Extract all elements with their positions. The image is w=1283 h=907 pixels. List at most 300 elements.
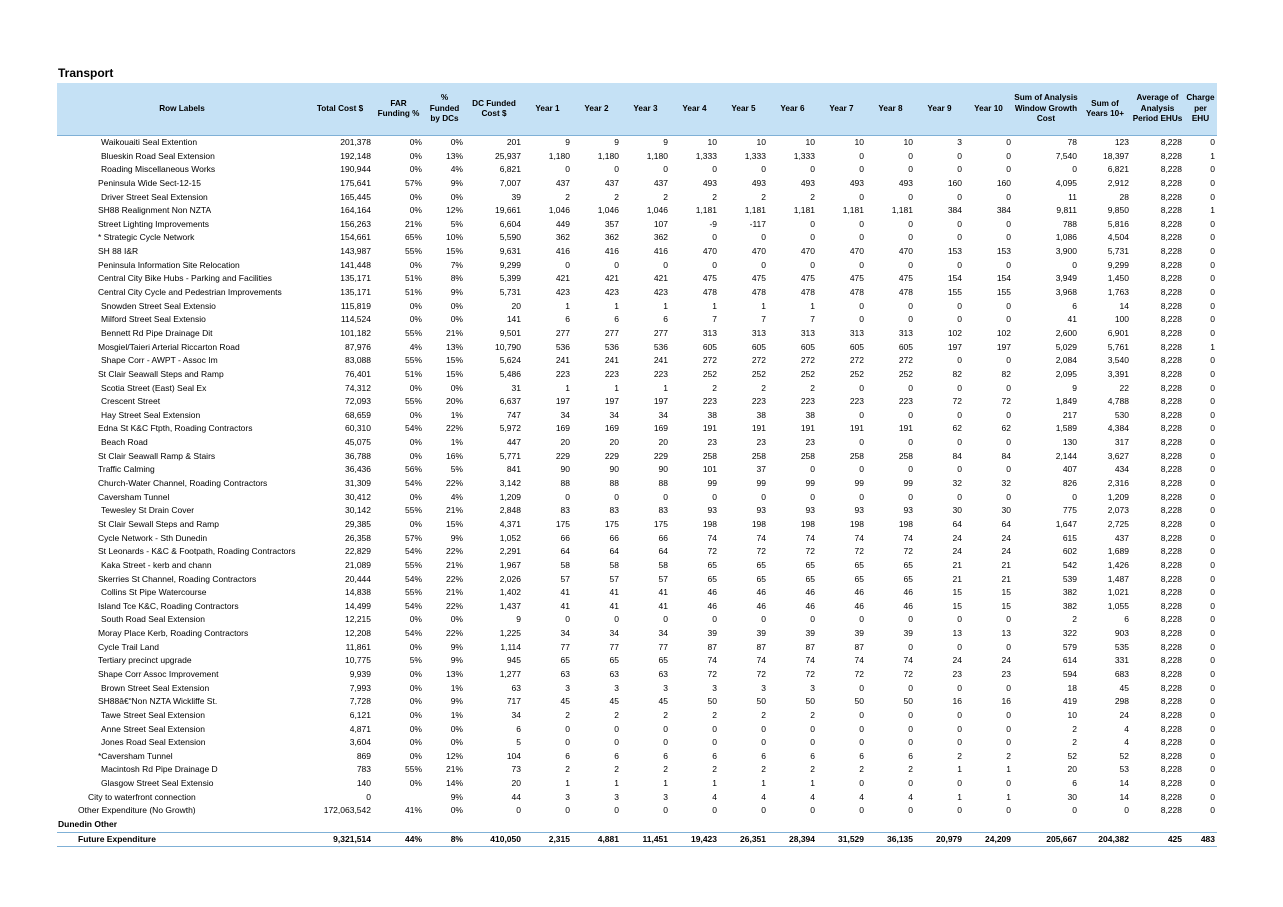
cell-value[interactable]: 15%: [445, 368, 463, 379]
cell-value[interactable]: 1,180: [548, 150, 570, 161]
cell-value[interactable]: 46: [707, 600, 717, 611]
cell-value[interactable]: 30,412: [345, 491, 371, 502]
cell-value[interactable]: 1: [761, 300, 766, 311]
cell-value[interactable]: 93: [805, 505, 815, 516]
table-row[interactable]: [57, 723, 1217, 737]
cell-value[interactable]: 2,316: [1107, 478, 1129, 489]
cell-value[interactable]: 1,849: [1055, 396, 1077, 407]
row-label[interactable]: Driver Street Seal Extension: [101, 191, 208, 202]
cell-value[interactable]: 54%: [404, 600, 422, 611]
cell-value[interactable]: 475: [800, 273, 815, 284]
cell-value[interactable]: 2: [761, 191, 766, 202]
cell-value[interactable]: 25,937: [495, 150, 521, 161]
cell-value[interactable]: 2: [712, 382, 717, 393]
cell-value[interactable]: 88: [609, 478, 619, 489]
cell-value[interactable]: 277: [555, 327, 570, 338]
cell-value[interactable]: 0%: [409, 409, 422, 420]
cell-value[interactable]: 0: [957, 778, 962, 789]
cell-value[interactable]: 44: [511, 791, 521, 802]
cell-value[interactable]: 21: [1001, 559, 1011, 570]
cell-value[interactable]: 41: [560, 587, 570, 598]
cell-value[interactable]: 9%: [450, 532, 463, 543]
cell-value[interactable]: 0: [1210, 764, 1215, 775]
row-label[interactable]: * Strategic Cycle Network: [98, 232, 195, 243]
cell-value[interactable]: 20%: [445, 396, 463, 407]
cell-value[interactable]: 68,659: [345, 409, 371, 420]
cell-value[interactable]: 241: [555, 355, 570, 366]
cell-value[interactable]: 24: [952, 546, 962, 557]
cell-value[interactable]: 0: [1006, 409, 1011, 420]
cell-value[interactable]: 0: [1006, 314, 1011, 325]
cell-value[interactable]: 8,228: [1160, 205, 1182, 216]
cell-value[interactable]: 0: [908, 682, 913, 693]
cell-value[interactable]: 252: [702, 368, 717, 379]
cell-value[interactable]: 64: [609, 546, 619, 557]
cell-value[interactable]: 9%: [450, 655, 463, 666]
table-row[interactable]: [57, 354, 1217, 368]
cell-value[interactable]: 536: [653, 341, 668, 352]
cell-value[interactable]: 493: [898, 177, 913, 188]
cell-value[interactable]: 93: [903, 505, 913, 516]
cell-value[interactable]: -117: [749, 218, 766, 229]
cell-value[interactable]: 2: [712, 764, 717, 775]
cell-value[interactable]: 21%: [445, 764, 463, 775]
column-header[interactable]: Year 10: [964, 83, 1013, 136]
cell-value[interactable]: 229: [653, 450, 668, 461]
cell-value[interactable]: 8,228: [1160, 437, 1182, 448]
cell-value[interactable]: 192,148: [340, 150, 371, 161]
cell-value[interactable]: 8,228: [1160, 327, 1182, 338]
cell-value[interactable]: 63: [609, 668, 619, 679]
cell-value[interactable]: 7: [712, 314, 717, 325]
cell-value[interactable]: 8,228: [1160, 709, 1182, 720]
row-label[interactable]: Milford Street Seal Extensio: [101, 314, 206, 325]
row-label[interactable]: Tertiary precinct upgrade: [98, 655, 192, 666]
cell-value[interactable]: 2: [712, 709, 717, 720]
cell-value[interactable]: 2: [1006, 750, 1011, 761]
cell-value[interactable]: 0: [1210, 778, 1215, 789]
cell-value[interactable]: 493: [849, 177, 864, 188]
cell-value[interactable]: 470: [849, 246, 864, 257]
cell-value[interactable]: 8,228: [1160, 423, 1182, 434]
cell-value[interactable]: 45: [1119, 682, 1129, 693]
cell-value[interactable]: 614: [1062, 655, 1077, 666]
row-label[interactable]: Shape Corr - AWPT - Assoc Im: [101, 355, 218, 366]
cell-value[interactable]: 493: [702, 177, 717, 188]
cell-value[interactable]: 197: [555, 396, 570, 407]
cell-value[interactable]: 331: [1114, 655, 1129, 666]
cell-value[interactable]: 362: [653, 232, 668, 243]
cell-value[interactable]: 0: [859, 259, 864, 270]
cell-value[interactable]: 0: [1006, 137, 1011, 147]
cell-value[interactable]: 20: [560, 437, 570, 448]
cell-value[interactable]: 8,228: [1160, 273, 1182, 284]
cell-value[interactable]: 0: [859, 682, 864, 693]
cell-value[interactable]: 135,171: [340, 273, 371, 284]
cell-value[interactable]: 50: [854, 696, 864, 707]
cell-value[interactable]: 841: [506, 464, 521, 475]
cell-value[interactable]: 0: [1210, 137, 1215, 147]
cell-value[interactable]: 8,228: [1160, 396, 1182, 407]
table-row[interactable]: [57, 218, 1217, 232]
column-header[interactable]: Year 1: [523, 83, 572, 136]
table-row[interactable]: [57, 504, 1217, 518]
cell-value[interactable]: 1,437: [499, 600, 521, 611]
cell-value[interactable]: 0: [1210, 737, 1215, 748]
table-row[interactable]: [57, 613, 1217, 627]
cell-value[interactable]: 0: [1210, 409, 1215, 420]
cell-value[interactable]: 12%: [445, 205, 463, 216]
cell-value[interactable]: 87: [756, 641, 766, 652]
cell-value[interactable]: 272: [898, 355, 913, 366]
cell-value[interactable]: 31,309: [345, 478, 371, 489]
cell-value[interactable]: 8,228: [1160, 341, 1182, 352]
cell-value[interactable]: 1,046: [548, 205, 570, 216]
cell-value[interactable]: 0: [565, 164, 570, 175]
cell-value[interactable]: 357: [604, 218, 619, 229]
cell-value[interactable]: 1,450: [1107, 273, 1129, 284]
cell-value[interactable]: 197: [947, 341, 962, 352]
cell-value[interactable]: 1: [614, 778, 619, 789]
cell-value[interactable]: 9%: [450, 791, 463, 802]
table-row[interactable]: [57, 709, 1217, 723]
cell-value[interactable]: 1,689: [1107, 546, 1129, 557]
cell-value[interactable]: 9,850: [1107, 205, 1129, 216]
cell-value[interactable]: 217: [1062, 409, 1077, 420]
cell-value[interactable]: 65: [756, 559, 766, 570]
cell-value[interactable]: 10: [1067, 709, 1077, 720]
column-header[interactable]: Total Cost $: [307, 83, 373, 136]
table-row[interactable]: [57, 627, 1217, 641]
cell-value[interactable]: 470: [702, 246, 717, 257]
cell-value[interactable]: 160: [996, 177, 1011, 188]
cell-value[interactable]: 205,667: [1013, 832, 1079, 847]
cell-value[interactable]: 223: [898, 396, 913, 407]
cell-value[interactable]: 57: [609, 573, 619, 584]
cell-value[interactable]: 55%: [404, 327, 422, 338]
cell-value[interactable]: 0: [663, 164, 668, 175]
column-header[interactable]: Year 5: [719, 83, 768, 136]
cell-value[interactable]: 0: [957, 300, 962, 311]
row-label[interactable]: Hay Street Seal Extension: [101, 409, 201, 420]
cell-value[interactable]: 2: [565, 709, 570, 720]
cell-value[interactable]: 3,968: [1055, 287, 1077, 298]
cell-value[interactable]: 241: [604, 355, 619, 366]
cell-value[interactable]: 382: [1062, 600, 1077, 611]
cell-value[interactable]: 50: [756, 696, 766, 707]
cell-value[interactable]: 13: [1001, 628, 1011, 639]
cell-value[interactable]: 1,046: [646, 205, 668, 216]
cell-value[interactable]: 4: [859, 791, 864, 802]
cell-value[interactable]: 198: [751, 518, 766, 529]
cell-value[interactable]: 1,055: [1107, 600, 1129, 611]
cell-value[interactable]: 54%: [404, 573, 422, 584]
row-label[interactable]: *Caversham Tunnel: [98, 750, 173, 761]
cell-value[interactable]: 65%: [404, 232, 422, 243]
cell-value[interactable]: 252: [751, 368, 766, 379]
cell-value[interactable]: 21: [952, 573, 962, 584]
cell-value[interactable]: 72: [952, 396, 962, 407]
cell-value[interactable]: 102: [996, 327, 1011, 338]
cell-value[interactable]: 1: [565, 382, 570, 393]
cell-value[interactable]: 0: [1210, 614, 1215, 625]
cell-value[interactable]: 8,228: [1160, 791, 1182, 802]
cell-value[interactable]: 0: [810, 259, 815, 270]
cell-value[interactable]: 4: [1124, 737, 1129, 748]
cell-value[interactable]: 9,811: [1056, 205, 1077, 216]
cell-value[interactable]: 4,871: [349, 723, 371, 734]
cell-value[interactable]: 66: [658, 532, 668, 543]
cell-value[interactable]: 258: [849, 450, 864, 461]
cell-value[interactable]: 50: [805, 696, 815, 707]
cell-value[interactable]: 3,900: [1055, 246, 1077, 257]
column-header[interactable]: Year 6: [768, 83, 817, 136]
cell-value[interactable]: 44%: [373, 832, 424, 847]
cell-value[interactable]: 7,728: [349, 696, 371, 707]
cell-value[interactable]: 3: [663, 682, 668, 693]
row-label[interactable]: Scotia Street (East) Seal Ex: [101, 382, 207, 393]
cell-value[interactable]: 8,228: [1160, 696, 1182, 707]
row-label[interactable]: Mosgiel/Taieri Arterial Riccarton Road: [98, 341, 240, 352]
cell-value[interactable]: 8,228: [1160, 723, 1182, 734]
cell-value[interactable]: 20,979: [915, 832, 964, 847]
row-label[interactable]: Anne Street Seal Extension: [101, 723, 205, 734]
cell-value[interactable]: 407: [1062, 464, 1077, 475]
cell-value[interactable]: 30: [952, 505, 962, 516]
cell-value[interactable]: 87: [707, 641, 717, 652]
cell-value[interactable]: 169: [653, 423, 668, 434]
cell-value[interactable]: 1%: [450, 709, 463, 720]
cell-value[interactable]: 22%: [445, 546, 463, 557]
cell-value[interactable]: 272: [751, 355, 766, 366]
cell-value[interactable]: 8,228: [1160, 573, 1182, 584]
cell-value[interactable]: 2: [859, 764, 864, 775]
cell-value[interactable]: 0: [908, 259, 913, 270]
cell-value[interactable]: 197: [996, 341, 1011, 352]
cell-value[interactable]: 39: [756, 628, 766, 639]
cell-value[interactable]: 46: [756, 600, 766, 611]
cell-value[interactable]: 605: [702, 341, 717, 352]
cell-value[interactable]: 99: [903, 478, 913, 489]
cell-value[interactable]: 46: [805, 587, 815, 598]
cell-value[interactable]: 28: [1119, 191, 1129, 202]
cell-value[interactable]: 410,050: [465, 832, 523, 847]
cell-value[interactable]: 0: [565, 805, 570, 816]
cell-value[interactable]: [1013, 818, 1079, 832]
row-label[interactable]: Kaka Street - kerb and chann: [101, 559, 212, 570]
cell-value[interactable]: 54%: [404, 628, 422, 639]
cell-value[interactable]: 90: [609, 464, 619, 475]
cell-value[interactable]: 0: [957, 491, 962, 502]
cell-value[interactable]: 8,228: [1160, 177, 1182, 188]
cell-value[interactable]: 12%: [445, 750, 463, 761]
cell-value[interactable]: 0%: [450, 137, 463, 147]
cell-value[interactable]: 1,402: [499, 587, 521, 598]
cell-value[interactable]: 0%: [409, 450, 422, 461]
cell-value[interactable]: 63: [560, 668, 570, 679]
cell-value[interactable]: 0: [1006, 778, 1011, 789]
cell-value[interactable]: 313: [702, 327, 717, 338]
cell-value[interactable]: 2,084: [1055, 355, 1077, 366]
cell-value[interactable]: 1,181: [891, 205, 913, 216]
cell-value[interactable]: 1%: [450, 437, 463, 448]
cell-value[interactable]: 0: [1210, 273, 1215, 284]
row-label[interactable]: South Road Seal Extension: [101, 614, 205, 625]
cell-value[interactable]: 0: [761, 723, 766, 734]
cell-value[interactable]: 77: [609, 641, 619, 652]
cell-value[interactable]: 1,114: [500, 641, 521, 652]
cell-value[interactable]: 9,939: [349, 668, 371, 679]
cell-value[interactable]: 65: [560, 655, 570, 666]
cell-value[interactable]: 0%: [409, 314, 422, 325]
cell-value[interactable]: 717: [506, 696, 521, 707]
cell-value[interactable]: 76,401: [345, 368, 371, 379]
cell-value[interactable]: 21%: [404, 218, 422, 229]
cell-value[interactable]: 11,861: [345, 641, 371, 652]
cell-value[interactable]: 277: [604, 327, 619, 338]
cell-value[interactable]: 0%: [409, 723, 422, 734]
cell-value[interactable]: 22,829: [345, 546, 371, 557]
cell-value[interactable]: 0: [1210, 655, 1215, 666]
cell-value[interactable]: 9,299: [1107, 259, 1129, 270]
cell-value[interactable]: 191: [702, 423, 717, 434]
cell-value[interactable]: 74,312: [345, 382, 371, 393]
cell-value[interactable]: 425: [1131, 832, 1184, 847]
column-header[interactable]: Year 8: [866, 83, 915, 136]
cell-value[interactable]: 9%: [450, 177, 463, 188]
cell-value[interactable]: 423: [604, 287, 619, 298]
cell-value[interactable]: 46: [805, 600, 815, 611]
cell-value[interactable]: 22%: [445, 600, 463, 611]
cell-value[interactable]: 32: [952, 478, 962, 489]
cell-value[interactable]: 54%: [404, 546, 422, 557]
cell-value[interactable]: 6,901: [1107, 327, 1129, 338]
cell-value[interactable]: 175: [555, 518, 570, 529]
cell-value[interactable]: 39: [707, 628, 717, 639]
cell-value[interactable]: 0: [908, 232, 913, 243]
table-row[interactable]: [57, 395, 1217, 409]
cell-value[interactable]: 0: [565, 259, 570, 270]
cell-value[interactable]: 0: [614, 737, 619, 748]
cell-value[interactable]: 1,487: [1107, 573, 1129, 584]
cell-value[interactable]: 154: [947, 273, 962, 284]
cell-value[interactable]: 0: [1006, 723, 1011, 734]
table-row[interactable]: [57, 231, 1217, 245]
cell-value[interactable]: 19,661: [495, 205, 521, 216]
row-label[interactable]: Blueskin Road Seal Extension: [101, 150, 215, 161]
cell-value[interactable]: 4%: [409, 341, 422, 352]
row-label[interactable]: Crescent Street: [101, 396, 161, 407]
cell-value[interactable]: 493: [800, 177, 815, 188]
column-header[interactable]: Sum of Analysis Window Growth Cost: [1013, 83, 1079, 136]
cell-value[interactable]: 22%: [445, 628, 463, 639]
cell-value[interactable]: 0: [810, 805, 815, 816]
cell-value[interactable]: 0: [859, 723, 864, 734]
table-row[interactable]: [57, 641, 1217, 655]
cell-value[interactable]: 423: [653, 287, 668, 298]
cell-value[interactable]: 1: [957, 791, 962, 802]
row-label[interactable]: Other Expenditure (No Growth): [78, 805, 196, 816]
cell-value[interactable]: 313: [849, 327, 864, 338]
table-row[interactable]: [57, 736, 1217, 750]
cell-value[interactable]: 0: [614, 805, 619, 816]
cell-value[interactable]: 191: [898, 423, 913, 434]
cell-value[interactable]: 0: [859, 614, 864, 625]
cell-value[interactable]: [768, 818, 817, 832]
cell-value[interactable]: 66: [609, 532, 619, 543]
cell-value[interactable]: 62: [1001, 423, 1011, 434]
cell-value[interactable]: 437: [653, 177, 668, 188]
cell-value[interactable]: 0: [957, 723, 962, 734]
cell-value[interactable]: 83,088: [345, 355, 371, 366]
cell-value[interactable]: 4: [712, 791, 717, 802]
cell-value[interactable]: 198: [898, 518, 913, 529]
cell-value[interactable]: 14,499: [345, 600, 371, 611]
cell-value[interactable]: 8%: [450, 273, 463, 284]
cell-value[interactable]: 6: [1072, 778, 1077, 789]
cell-value[interactable]: 32: [1001, 478, 1011, 489]
cell-value[interactable]: 7,993: [349, 682, 371, 693]
table-row[interactable]: [57, 259, 1217, 273]
cell-value[interactable]: 135,171: [340, 287, 371, 298]
cell-value[interactable]: 72: [805, 546, 815, 557]
cell-value[interactable]: 101,182: [340, 327, 371, 338]
cell-value[interactable]: 434: [1114, 464, 1129, 475]
cell-value[interactable]: 100: [1114, 314, 1129, 325]
cell-value[interactable]: 0: [1006, 464, 1011, 475]
cell-value[interactable]: 8,228: [1160, 355, 1182, 366]
cell-value[interactable]: 0: [1210, 750, 1215, 761]
cell-value[interactable]: 0: [663, 491, 668, 502]
cell-value[interactable]: 0%: [409, 205, 422, 216]
cell-value[interactable]: 0%: [450, 614, 463, 625]
cell-value[interactable]: 437: [1114, 532, 1129, 543]
row-label[interactable]: Traffic Calming: [98, 464, 155, 475]
cell-value[interactable]: 8,228: [1160, 778, 1182, 789]
cell-value[interactable]: 0: [712, 737, 717, 748]
cell-value[interactable]: 605: [751, 341, 766, 352]
cell-value[interactable]: 1: [663, 300, 668, 311]
cell-value[interactable]: 8,228: [1160, 191, 1182, 202]
cell-value[interactable]: 26,358: [345, 532, 371, 543]
cell-value[interactable]: 0: [1210, 478, 1215, 489]
cell-value[interactable]: 0%: [409, 259, 422, 270]
cell-value[interactable]: 114,524: [340, 314, 371, 325]
cell-value[interactable]: 0: [1072, 805, 1077, 816]
cell-value[interactable]: 0: [614, 723, 619, 734]
cell-value[interactable]: 41: [658, 587, 668, 598]
cell-value[interactable]: 6: [1072, 300, 1077, 311]
cell-value[interactable]: 747: [506, 409, 521, 420]
cell-value[interactable]: 22%: [445, 573, 463, 584]
cell-value[interactable]: 5,816: [1107, 218, 1129, 229]
cell-value[interactable]: 154,661: [340, 232, 371, 243]
cell-value[interactable]: 0: [859, 218, 864, 229]
cell-value[interactable]: 51%: [404, 273, 422, 284]
cell-value[interactable]: 0: [1210, 491, 1215, 502]
cell-value[interactable]: 0: [712, 614, 717, 625]
cell-value[interactable]: 272: [849, 355, 864, 366]
cell-value[interactable]: 1,181: [695, 205, 717, 216]
cell-value[interactable]: 5,771: [499, 450, 521, 461]
cell-value[interactable]: 0: [565, 491, 570, 502]
cell-value[interactable]: 421: [555, 273, 570, 284]
cell-value[interactable]: 0: [1210, 191, 1215, 202]
cell-value[interactable]: 223: [653, 368, 668, 379]
table-row[interactable]: [57, 682, 1217, 696]
row-label[interactable]: Tewesley St Drain Cover: [101, 505, 195, 516]
cell-value[interactable]: 0: [908, 300, 913, 311]
